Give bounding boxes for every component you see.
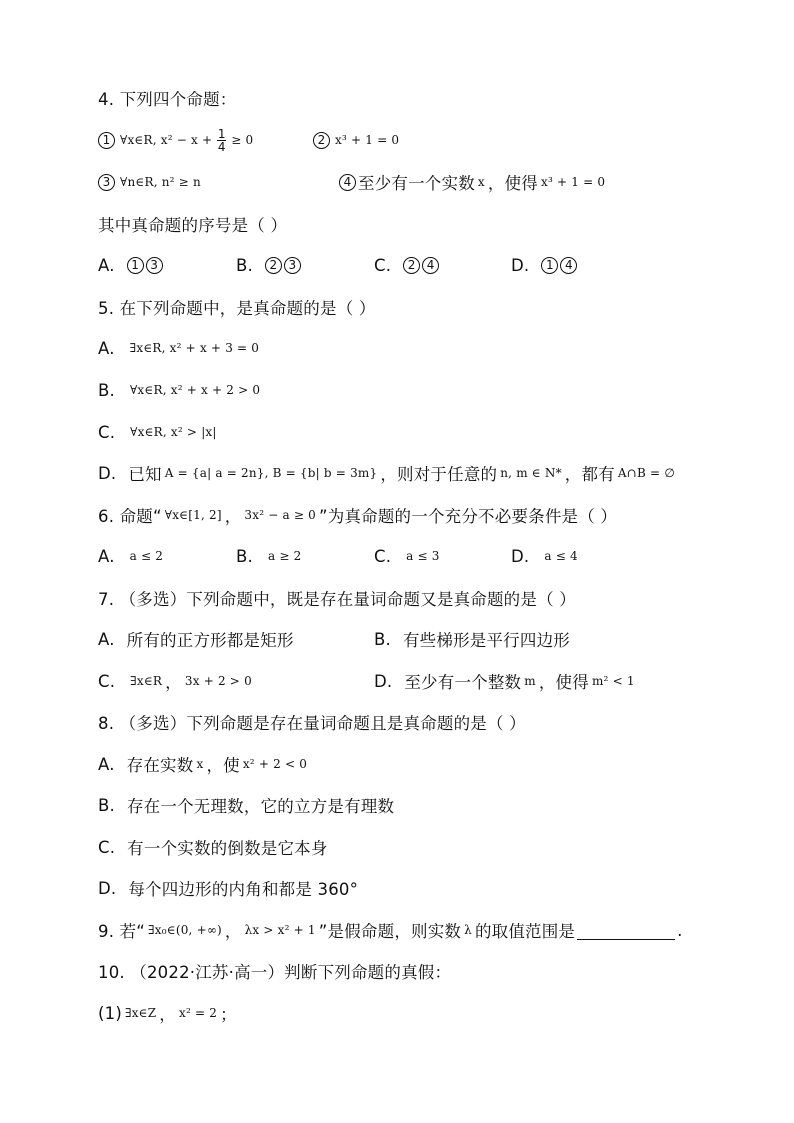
q6-options	[98, 541, 754, 571]
q6-option-c: C. a ≤ 3	[374, 546, 440, 566]
q4-option-c: C. 2 4	[374, 256, 441, 275]
q9-title: 9. 若“ ∃x₀∈(0, +∞) ， λx > x² + 1 ”是假命题，则实数 λ 的取值范围是 .	[98, 920, 683, 941]
q8-option-b: B. 存在一个无理数，它的立方是有理数	[98, 795, 395, 816]
q7-option-a: A. 所有的正方形都是矩形	[98, 629, 294, 650]
fraction: 1 4	[217, 126, 226, 154]
q4-option-b: B. 2 3	[236, 256, 303, 275]
q7-title: 7. （多选）下列命题中，既是存在量词命题又是真命题的是（ ）	[98, 590, 576, 609]
q5-option-a: A. ∃x∈R, x² + x + 3 = 0	[98, 338, 260, 358]
q6-option-d: D. a ≤ 4	[511, 546, 578, 566]
circled-number: 1	[98, 132, 115, 149]
q4-prop-2: 2 x³ + 1 = 0	[313, 132, 402, 149]
q8-option-c: C. 有一个实数的倒数是它本身	[98, 837, 328, 858]
q8-title: 8. （多选）下列命题是存在量词命题且是真命题的是（ ）	[98, 714, 526, 733]
q7-option-c: C. ∃x∈R ， 3x + 2 > 0	[98, 671, 252, 692]
circled-number: 2	[313, 132, 330, 149]
q5-option-d: D. 已知 A = {a| a = 2n}, B = {b| b = 3m} ，则对于任意的 n, m ∈ N* ，都有 A∩B = ∅	[98, 463, 675, 484]
q4-title: 4. 下列四个命题：	[98, 90, 237, 109]
q8-option-d: D. 每个四边形的内角和都是 360°	[98, 878, 359, 899]
q8-option-a: A. 存在实数 x ，使 x² + 2 < 0	[98, 754, 308, 775]
circled-number: 4	[339, 174, 356, 191]
q10-title: 10. （2022·江苏·高一）判断下列命题的真假：	[98, 963, 452, 982]
q10-part-1: (1) ∃x∈Z ， x² = 2 ；	[98, 1003, 237, 1024]
q4-props-row2	[98, 167, 754, 197]
q4-prop-4: 4 至少有一个实数 x ，使得 x³ + 1 = 0	[339, 170, 608, 194]
q6-option-b: B. a ≥ 2	[236, 546, 302, 566]
q5-option-c: C. ∀x∈R, x² > |x|	[98, 422, 217, 442]
q7-options-row2	[98, 666, 754, 696]
q4-stem: 其中真命题的序号是（ ）	[98, 216, 288, 235]
q7-option-d: D. 至少有一个整数 m ，使得 m² < 1	[374, 671, 635, 692]
q5-title: 5. 在下列命题中，是真命题的是（ ）	[98, 299, 376, 318]
q6-option-a: A. a ≤ 2	[98, 546, 164, 566]
q4-option-d: D. 1 4	[511, 256, 579, 275]
circled-number: 3	[98, 174, 115, 191]
q4-props-row1	[98, 125, 754, 155]
q4-prop-1: 1 ∀x∈R, x² − x + 1 4 ≥ 0	[98, 128, 256, 153]
q7-option-b: B. 有些梯形是平行四边形	[374, 629, 570, 650]
q4-options	[98, 250, 754, 280]
q7-options-row1	[98, 624, 754, 654]
q4-option-a: A. 1 3	[98, 256, 165, 275]
q5-option-b: B. ∀x∈R, x² + x + 2 > 0	[98, 380, 261, 400]
q4-prop-3: 3 ∀n∈R, n² ≥ n	[98, 174, 204, 191]
answer-blank[interactable]	[577, 921, 675, 940]
q6-title: 6. 命题“ ∀x∈[1, 2] ， 3x² − a ≥ 0 ”为真命题的一个充分不必要条件是（ ）	[98, 507, 618, 526]
